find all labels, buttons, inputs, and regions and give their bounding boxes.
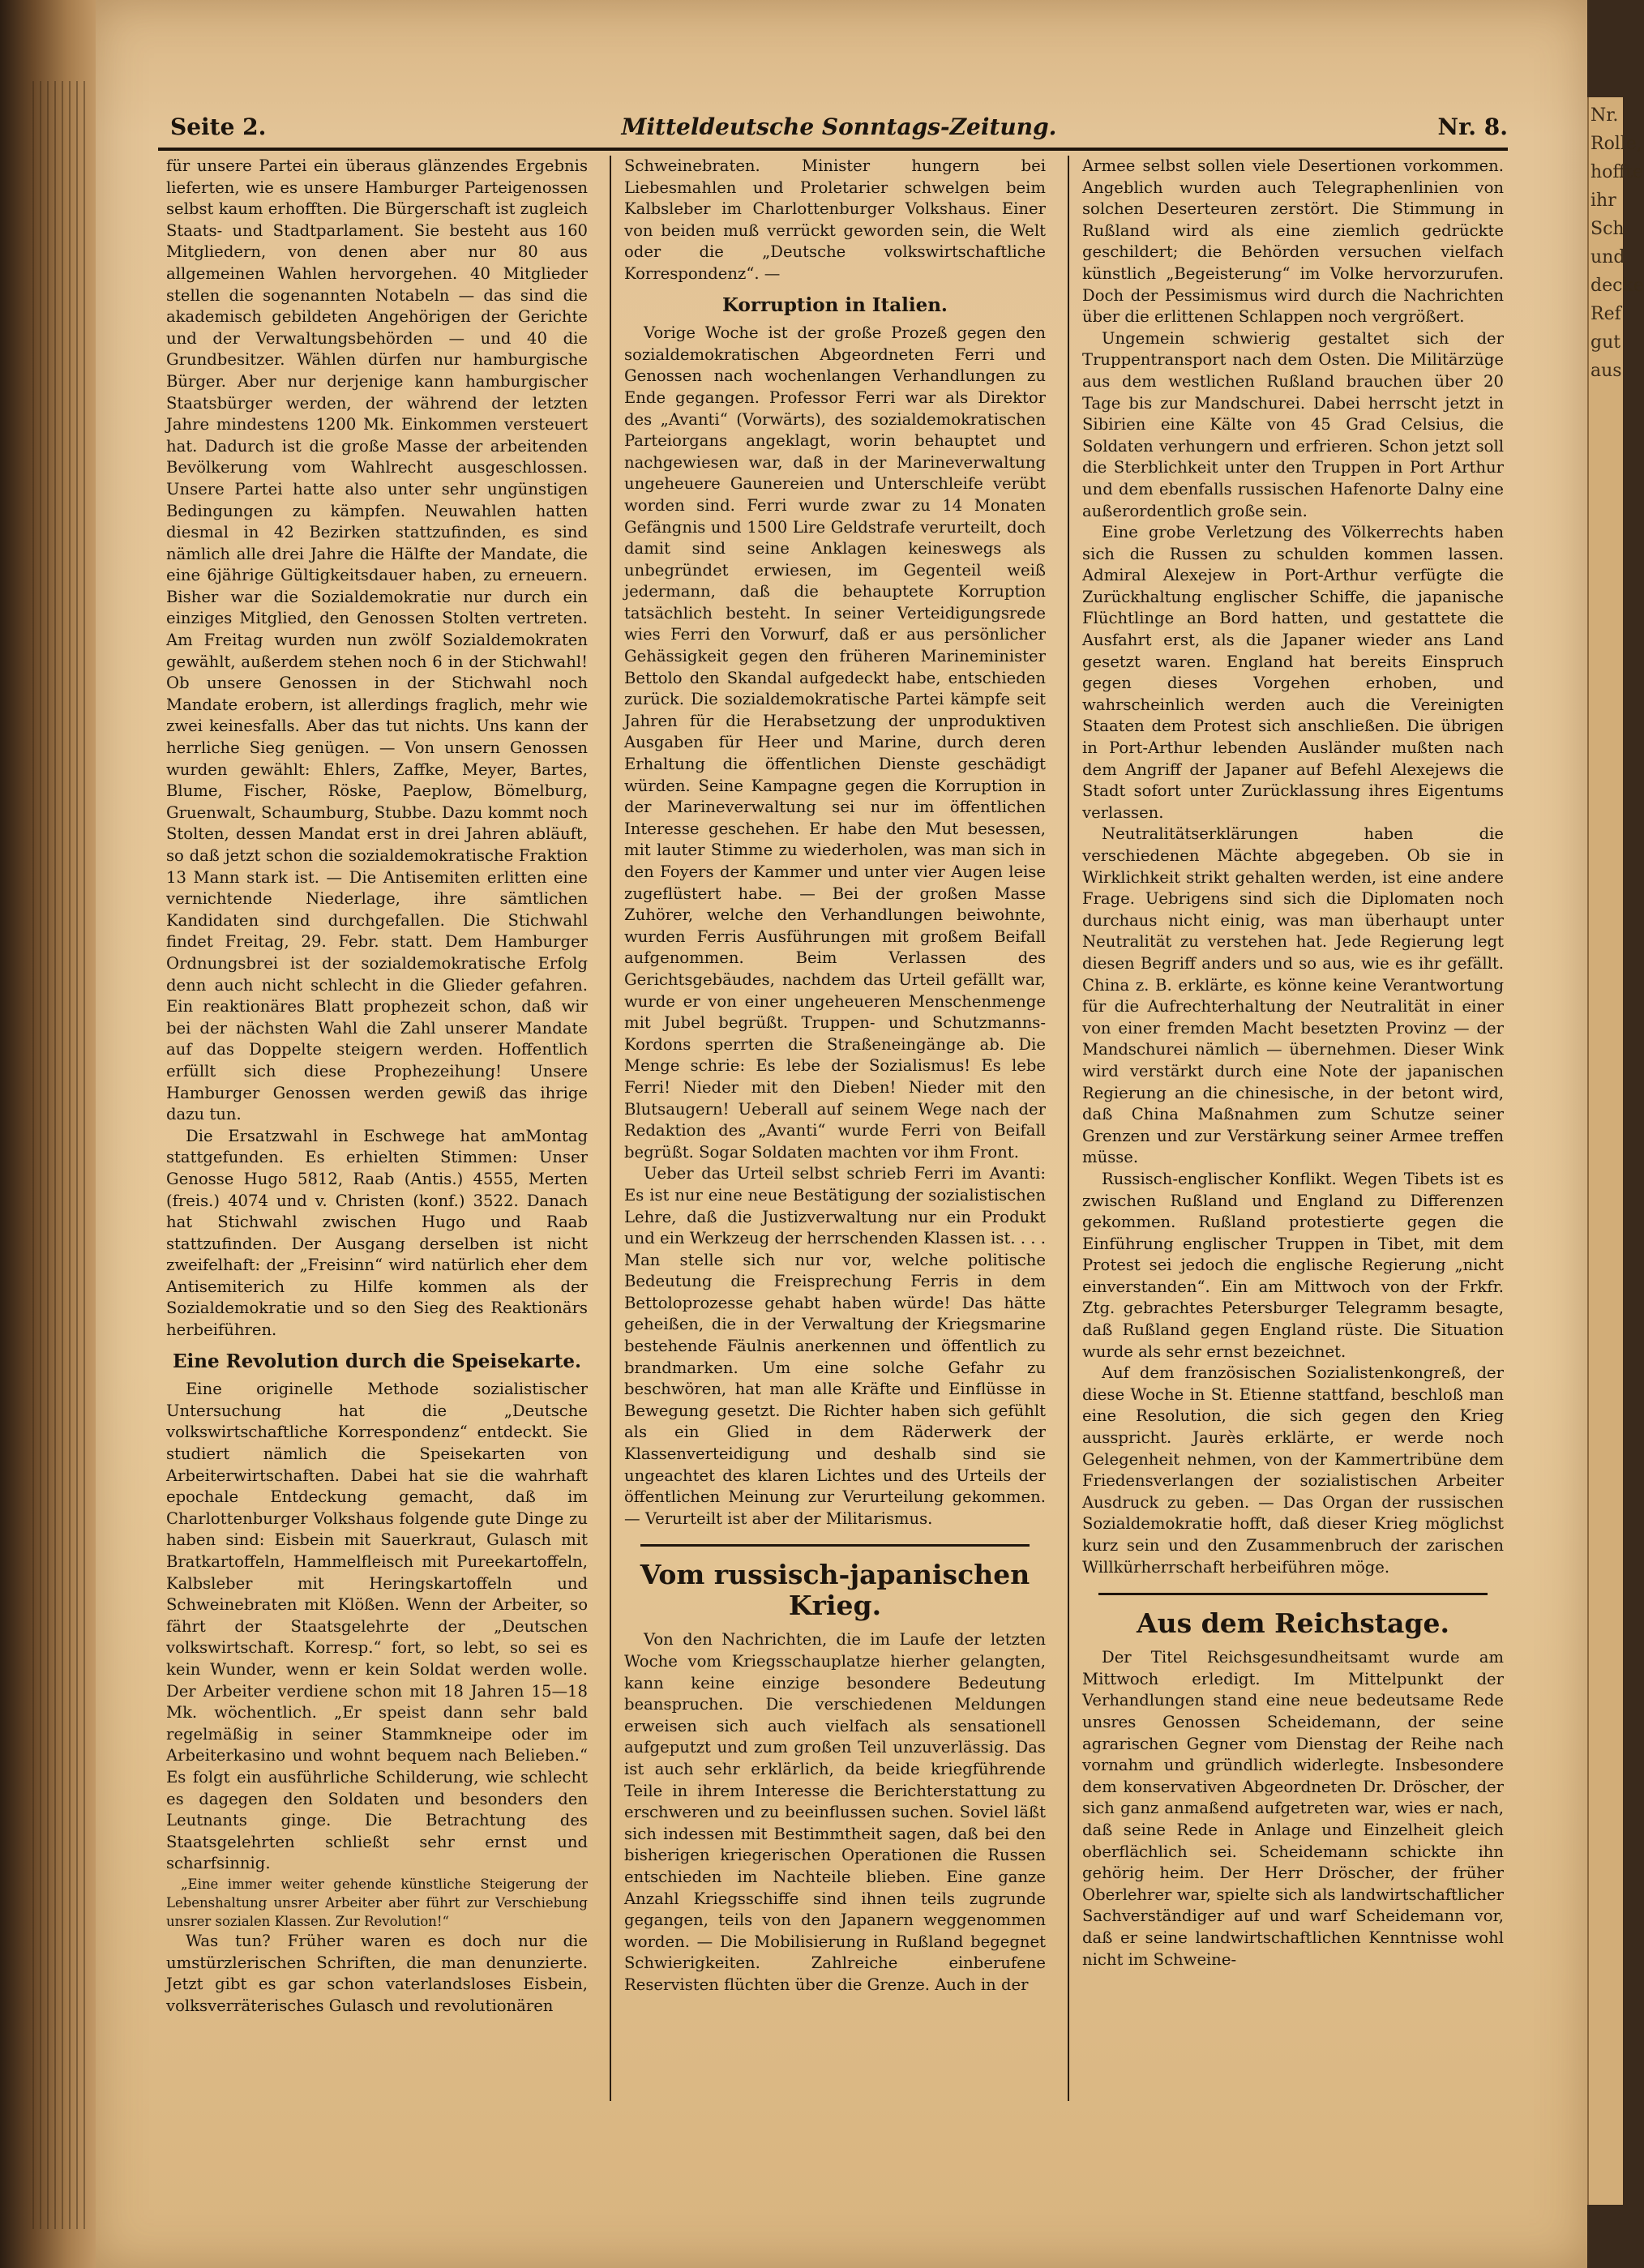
page-number: Seite 2. [170,113,267,140]
fragment: und [1590,247,1625,267]
fragment: ihr [1590,190,1616,211]
paragraph: Armee selbst sollen viele Desertionen vorkommen. Angeblich wurden auch Telegraphenlinien von solchen Deserteuren zerstört. Die Stimmung in Rußland wird als eine ziemlich gedrückte geschildert; die Behörden versuchen vielfach künstlich „Begeisterung“ im Volke hervorzurufen. Doch der Pessimismus wird durch die Nachrichten über die erlittenen Schlappen noch vergrößert. [1082,156,1504,327]
paragraph: Ungemein schwierig gestaltet sich der Truppentransport nach dem Osten. Die Militärzüge aus dem westlichen Rußland brauchen über 20 Tage bis zur Mandschurei. Dabei herrscht jetzt in Sibirien eine Kälte von 45 Grad Celsius, die Soldaten verhungern und erfrieren. Schon jetzt soll die Sterblichkeit unter den Truppen in Port Arthur und dem ebenfalls russischen Hafenorte Dalny eine außerordentlich große sein. [1082,328,1504,520]
paragraph: Auf dem französischen Sozialistenkongreß, der diese Woche in St. Etienne stattfand, beschloß man eine Resolution, die sich gegen den Krieg ausspricht. Jaurès erklärte, er werde noch Gelegenheit nehmen, von der Kammertribüne dem Friedensverlangen der sozialistischen Arbeiter Ausdruck zu geben. — Das Organ der russischen Sozialdemokratie hofft, daß dieser Krieg möglichst kurz sein und den Zusammenbruch der zarischen Willkürherrschaft herbeiführen möge. [1082,1363,1504,1577]
paragraph: Was tun? Früher waren es doch nur die umstürzlerischen Schriften, die man denunzierte. Jetzt gibt es gar schon vaterlandsloses Eisbein, volksverräterisches Gulasch und revolutionären [166,1931,588,2015]
paragraph: für unsere Partei ein überaus glänzendes Ergebnis lieferten, wie es unsere Hamburger Parteigenossen selbst kaum erhofften. Die Bürgerschaft ist zugleich Staats- und Stadtparlament. Sie besteht aus 160 Mitgliedern, von denen aber nur 80 aus allgemeinen Wahlen hervorgehen. 40 Mitglieder stellen die sogenannten Notabeln — das sind die akademisch gebildeten Angehörigen der Gerichte und der Verwaltungsbehörden — und 40 die Grundbesitzer. Wählen dürfen nur hamburgische Bürger. Aber nur derjenige kann hamburgischer Staatsbürger werden, der während der letzten Jahre mindestens 1200 Mk. Einkommen versteuert hat. Dadurch ist die große Masse der arbeitenden Bevölkerung vom Wahlrecht ausgeschlossen. Unsere Partei hatte also unter sehr ungünstigen Bedingungen zu kämpfen. Neuwahlen hatten diesmal in 42 Bezirken stattzufinden, es sind nämlich alle drei Jahre die Hälfte der Mandate, die eine 6jährige Gültigkeitsdauer haben, zu erneuern. Bisher war die Sozialdemokratie nur durch ein einziges Mitglied, den Genossen Stolten vertreten. Am Freitag wurden nun zwölf Sozialdemokraten gewählt, außerdem stehen noch 6 in der Stichwahl! Ob unsere Genossen in der Stichwahl noch Mandate erobern, ist allerdings fraglich, mehr wie zwei keinesfalls. Aber das tut nichts. Uns kann der herrliche Sieg genügen. — Von unsern Genossen wurden gewählt: Ehlers, Zaffke, Meyer, Bartes, Blume, Fischer, Röske, Paeplow, Bömelburg, Gruenwalt, Schaumburg, Stubbe. Dazu kommt noch Stolten, dessen Mandat erst in drei Jahren abläuft, so daß jetzt schon die sozialdemokratische Fraktion 13 Mann stark ist. — Die Antisemiten erlitten eine vernichtende Niederlage, ihre sämtlichen Kandidaten sind durchgefallen. Die Stichwahl findet Freitag, 29. Febr. statt. Dem Hamburger Ordnungsbrei ist der sozialdemokratische Erfolg denn auch nicht schlecht in die Glieder gefahren. Ein reaktionäres Blatt prophezeit schon, daß wir bei der nächsten Wahl die Zahl unserer Mandate auf das Doppelte steigern werden. Hoffentlich erfüllt sich diese Prophezeihung! Unsere Hamburger Genossen werden gewiß das ihrige dazu tun. [166,156,588,1124]
newspaper-title: Mitteldeutsche Sonntags-Zeitung. [621,113,1057,140]
paragraph: Schweinebraten. Minister hungern bei Liebesmahlen und Proletarier schwelgen beim Kalbsleber im Charlottenburger Volkshaus. Einer von beiden muß verrückt geworden sein, die Welt oder die „Deutsche volkswirtschaftliche Korrespondenz“. — [624,156,1046,283]
paragraph: Die Ersatzwahl in Eschwege hat amMontag stattgefunden. Es erhielten Stimmen: Unser Genosse Hugo 5812, Raab (Antis.) 4555, Merten (freis.) 4074 und v. Christen (konf.) 3522. Danach hat Stichwahl zwischen Hugo und Raab stattzufinden. Der Ausgang derselben ist nicht zweifelhaft: der „Freisinn“ wird natürlich eher dem Antisemiterich zu Hilfe kommen als der Sozialdemokratie und so den Sieg des Reaktionärs herbeiführen. [166,1126,588,1340]
article-heading: Korruption in Italien. [722,293,948,316]
issue-number: Nr. 8. [1437,113,1508,140]
fragment: gut [1590,332,1621,353]
book-page-edges [0,0,97,2268]
paragraph: Von den Nachrichten, die im Laufe der letzten Woche vom Kriegsschauplatze hierher gelangten, kann keine einzige besondere Bedeutung beanspruchen. Die verschiedenen Meldungen erweisen sich auch vielfach als sensationell aufgeputzt und zum großen Teil unzuverlässig. Das ist auch sehr erklärlich, da beide kriegführende Teile in ihrem Interesse die Berichterstattung zu erschweren und zu beeinflussen suchen. Soviel läßt sich indessen mit Bestimmtheit sagen, daß bei den bisherigen kriegerischen Operationen die Russen entschieden im Nachteile blieben. Eine ganze Anzahl Kriegsschiffe sind ihnen teils zugrunde gegangen, teils von den Japanern weggenommen worden. — Die Mobilisierung in Rußland begegnet Schwierigkeiten. Zahlreiche einberufene Reservisten flüchten über die Grenze. Auch in der [624,1630,1046,1994]
fragment: aus [1590,361,1622,381]
fragment: Rolle, [1590,134,1642,154]
fragment: Sch [1590,219,1625,239]
column-3 [1082,156,1504,2231]
section-rule [1098,1593,1488,1595]
fragment: Ref [1590,304,1621,324]
section-rule [640,1544,1030,1547]
section-heading: Vom russisch-japanischen Krieg. [640,1559,1030,1622]
fragment: hoffte [1590,162,1643,182]
column-1 [166,156,588,2231]
section-heading: Aus dem Reichstage. [1137,1607,1449,1640]
article-heading: Eine Revolution durch die Speisekarte. [173,1350,581,1372]
header-rule [158,148,1508,151]
paragraph: Neutralitätserklärungen haben die verschiedenen Mächte abgegeben. Ob sie in Wirklichkeit strikt gehalten werden, ist eine andere Frage. Uebrigens sind sich die Diplomaten noch durchaus nicht einig, was man überhaupt unter Neutralität zu verstehen hat. Jede Regierung legt diesen Begriff anders und so aus, wie es ihr gefällt. China z. B. erklärte, es könne keine Verantwortung für die Aufrechterhaltung der Neutralität in einer von einer fremden Macht besetzten Provinz — der Mandschurei nämlich — übernehmen. Dieser Wink wird verstärkt durch eine Note der japanischen Regierung an die chinesische, in der betont wird, daß China Maßnahmen zum Schutze seiner Grenzen und zur Verstärkung seiner Armee treffen müsse. [1082,824,1504,1167]
paragraph: Der Titel Reichsgesundheitsamt wurde am Mittwoch erledigt. Im Mittelpunkt der Verhandlungen stand eine neue bedeutsame Rede unsres Genossen Scheidemann, der seine agrarischen Gegner vom Dienstag der Reihe nach vornahm und gründlich widerlegte. Insbesondere dem konservativen Abgeordneten Dr. Dröscher, der sich ganz anmaßend aufgetreten war, wies er nach, daß seine Rede in Anlage und Einzelheit gleich oberflächlich sei. Scheidemann schickte ihn gehörig heim. Der Herr Dröscher, der früher Oberlehrer war, spielte sich als landwirtschaftlicher Sachverständiger auf und warf Scheidemann vor, daß er seine landwirtschaftlichen Kenntnisse wohl nicht im Schweine- [1082,1648,1504,1969]
fragment: Nr. [1590,105,1619,126]
paragraph: Eine originelle Methode sozialistischer Untersuchung hat die „Deutsche volkswirtschaftliche Korrespondenz“ entdeckt. Sie studiert nämlich die Speisekarten von Arbeiterwirtschaften. Dabei hat sie die wahrhaft epochale Entdeckung gemacht, daß im Charlottenburger Volkshaus folgende gute Dinge zu haben sind: Eisbein mit Sauerkraut, Gulasch mit Bratkartoffeln, Hammelfleisch mit Pureekartoffeln, Kalbsleber mit Heringskartoffeln und Schweinebraten mit Klößen. Wenn der Arbeiter, so fährt der Staatsgelehrte der „Deutschen volkswirtschaft. Korresp.“ fort, so lebt, so sei es kein Wunder, wenn er kein Soldat werden wolle. Der Arbeiter verdiene schon mit 18 Jahren 15—18 Mk. wöchentlich. „Er speist dann sehr bald regelmäßig in seiner Stammkneipe oder im Arbeiterkasino und wohnt bequem nach Belieben.“ Es folgt ein ausführliche Schilderung, wie schlecht es dagegen den Soldaten und besonders den Leutnants ginge. Die Betrachtung des Staatsgelehrten schließt sehr ernst und scharfsinnig. [166,1380,588,1873]
adjacent-page-strip [1587,97,1644,2205]
paragraph: Ueber das Urteil selbst schrieb Ferri im Avanti: Es ist nur eine neue Bestätigung der sozialistischen Lehre, daß die Justizverwaltung nur ein Produkt und ein Werkzeug der herrschenden Klassen ist. . . . Man stelle sich nur vor, welche politische Bedeutung die Freisprechung Ferris in dem Bettoloprozesse gehabt haben würde! Das hätte geheißen, die in der Verwaltung der Kriegsmarine bestehende Fäulnis anerkennen und öffentlich zu brandmarken. Um eine solche Gefahr zu beschwören, hat man alle Kräfte und Einflüsse in Bewegung gesetzt. Die Richter haben sich gefühlt als ein Glied in dem Räderwerk der Klassenverteidigung und deshalb sind sie ungeachtet des klaren Lichtes und des Urteils der öffentlichen Meinung zur Verurteilung gekommen. — Verurteilt ist aber der Militarismus. [624,1164,1046,1528]
fragment: decke [1590,276,1644,296]
page-header [170,113,1508,146]
quotation: „Eine immer weiter gehende künstliche Steigerung der Lebenshaltung unsrer Arbeiter aber führt zur Verschiebung unsrer sozialen Klassen. Zur Revolution!“ [166,1876,588,1929]
paragraph: Vorige Woche ist der große Prozeß gegen den sozialdemokratischen Abgeordneten Ferri und Genossen nach wochenlangen Verhandlungen zu Ende gegangen. Professor Ferri war als Direktor des „Avanti“ (Vorwärts), des sozialdemokratischen Parteiorgans angeklagt, worin behauptet und nachgewiesen war, daß in der Marineverwaltung ungeheuere Gaunereien und Unterschleife verübt worden sind. Ferri wurde zwar zu 14 Monaten Gefängnis und 1500 Lire Geldstrafe verurteilt, doch damit sind seine Anklagen keineswegs als unbegründet erwiesen, im Gegenteil weiß jedermann, daß die behauptete Korruption tatsächlich besteht. In seiner Verteidigungsrede wies Ferri den Vorwurf, daß er aus persönlicher Gehässigkeit gegen den früheren Marineminister Bettolo den Skandal aufgedeckt habe, entschieden zurück. Die sozialdemokratische Partei kämpfe seit Jahren für die Herabsetzung der unproduktiven Ausgaben für Heer und Marine, durch deren Erhaltung die öffentlichen Dienste geschädigt würden. Seine Kampagne gegen die Korruption in der Marineverwaltung sei nur im öffentlichen Interesse geschehen. Er habe den Mut besessen, mit lauter Stimme zu wiederholen, was man sich in den Foyers der Kammer und unter vier Augen leise zugeflüstert habe. — Bei der großen Masse Zuhörer, welche den Verhandlungen beiwohnte, wurden Ferris Ausführungen mit großem Beifall aufgenommen. Beim Verlassen des Gerichtsgebäudes, nachdem das Urteil gefällt war, wurde er von einer ungeheueren Menschenmenge mit Jubel begrüßt. Truppen- und Schutzmanns-Kordons sperrten die Straßeneingänge ab. Die Menge schrie: Es lebe der Sozialismus! Es lebe Ferri! Nieder mit den Dieben! Nieder mit den Blutsaugern! Ueberall auf seinem Wege nach der Redaktion des „Avanti“ wurde Ferri von Beifall begrüßt. Sogar Soldaten machten vor ihm Front. [624,323,1046,1162]
column-2 [624,156,1046,2231]
column-divider [610,156,611,2101]
stacked-page-lines [32,81,89,2229]
paragraph: Eine grobe Verletzung des Völkerrechts haben sich die Russen zu schulden kommen lassen. Admiral Alexejew in Port-Arthur verfügte die Zurückhaltung englischer Schiffe, die japanische Flüchtlinge an Bord hatten, und gestattete die Ausfahrt erst, als die Japaner wieder ans Land gesetzt waren. England hat bereits Einspruch gegen dieses Vorgehen erhoben, und wahrscheinlich werden auch die Vereinigten Staaten dem Protest sich anschließen. Die übrigen in Port-Arthur lebenden Ausländer mußten nach dem Angriff der Japaner auf Befehl Alexejews die Stadt sofort unter Zurücklassung ihres Eigentums verlassen. [1082,523,1504,822]
paragraph: Russisch-englischer Konflikt. Wegen Tibets ist es zwischen Rußland und England zu Differenzen gekommen. Rußland protestierte gegen die Einführung englischer Truppen in Tibet, mit dem Protest sei jedoch die englische Regierung „nicht einverstanden“. Ein am Mittwoch von der Frkfr. Ztg. gebrachtes Petersburger Telegramm besagte, daß Rußland gegen England rüste. Die Situation wurde als sehr ernst bezeichnet. [1082,1169,1504,1361]
column-divider [1068,156,1069,2101]
